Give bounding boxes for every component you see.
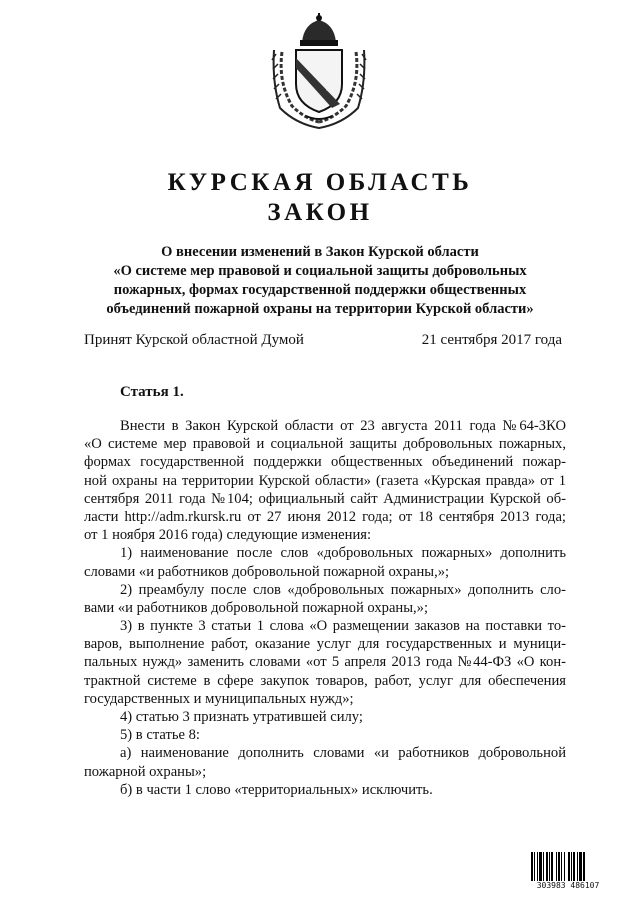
article-text-line: б) в части 1 слово «территориальных» исключить. — [120, 781, 433, 798]
article-heading: Статья 1. — [120, 384, 184, 400]
article-text-line: пожарной охраны»; — [84, 763, 207, 780]
article-text-line: ласти http://adm.rkursk.ru от 27 июня 2012 года; от 18 сентября 2013 года; — [84, 508, 566, 525]
article-text-line: 2) преамбулу после слов «добровольных пожарных» дополнить сло- — [120, 581, 566, 598]
article-text-line: а) наименование дополнить словами «и работников добровольной — [120, 745, 566, 762]
region-title: КУРСКАЯ ОБЛАСТЬ — [167, 169, 473, 196]
law-name-line: объединений пожарной охраны на территории Курской области» — [106, 301, 534, 317]
article-text-line: сентября 2011 года №104; официальный сайт Администрации Курской об- — [84, 490, 566, 507]
article-text-line: государственных и муниципальных нужд»; — [84, 690, 354, 707]
barcode — [530, 852, 606, 892]
article-body — [84, 417, 566, 799]
article-text-line: 1) наименование после слов «добровольных пожарных» дополнить — [120, 545, 566, 562]
document-type-title: ЗАКОН — [267, 199, 373, 226]
article-text-line: Внести в Закон Курской области от 23 августа 2011 года №64-ЗКО — [120, 418, 566, 434]
kursk-coat-of-arms-icon — [266, 12, 372, 130]
article-text-line: словами «и работников добровольной пожарной охраны,»; — [84, 563, 450, 580]
article-text-line: 5) в статье 8: — [120, 727, 200, 744]
law-name-line: О внесении изменений в Закон Курской области — [161, 244, 479, 260]
article-text-line: от 1 ноября 2016 года) следующие изменения: — [84, 527, 372, 544]
article-text-line: вами «и работников добровольной пожарной охраны,»; — [84, 599, 429, 616]
law-name-line: «О системе мер правовой и социальной защиты добровольных — [113, 263, 527, 279]
law-name-line: пожарных, формах государственной поддержки общественных — [113, 282, 527, 298]
article-text-line: «О системе мер правовой и социальной защиты добровольных пожарных, — [84, 436, 566, 453]
article-text-line: варов, выполнение работ, оказание услуг для государственных и муници- — [84, 636, 566, 653]
article-text-line: 4) статью 3 признать утратившей силу; — [120, 709, 363, 725]
adoption-date: 21 сентября 2017 года — [421, 332, 562, 348]
law-name — [60, 243, 580, 319]
article-text-line: трактной системе в сфере закупок товаров, работ, услуг для обеспечения — [84, 672, 566, 689]
article-text-line: 3) в пункте 3 статьи 1 слова «О размещении заказов на поставки то- — [120, 618, 566, 635]
article-text-line: формах государственной поддержки общественных объединений пожар- — [84, 454, 566, 471]
article-text-line: пальных нужд» заменить словами «от 5 апреля 2013 года №44-ФЗ «О кон- — [84, 654, 566, 671]
barcode-number: 303983 486107 — [530, 881, 606, 891]
barcode-icon — [530, 852, 606, 882]
article-text-line: ной охраны на территории Курской области» (газета «Курская правда» от 1 — [84, 472, 566, 489]
adopted-by: Принят Курской областной Думой — [84, 332, 304, 348]
